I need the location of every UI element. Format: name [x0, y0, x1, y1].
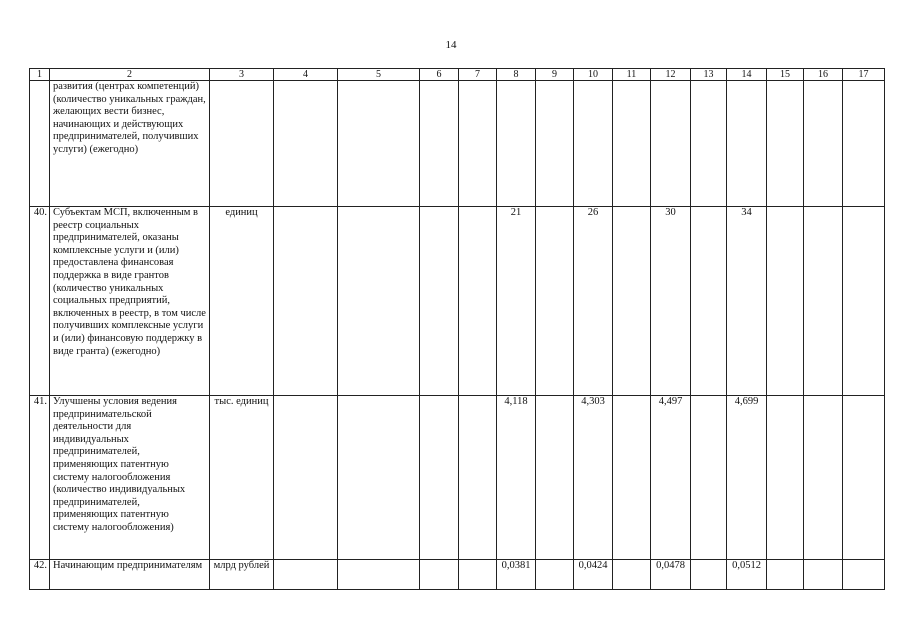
column-header: 1: [30, 69, 50, 81]
column-header: 8: [497, 69, 536, 81]
column-header: 13: [691, 69, 727, 81]
column-header: 10: [574, 69, 613, 81]
table-row: [30, 207, 885, 396]
column-header: 17: [843, 69, 885, 81]
row-unit: млрд рублей: [210, 560, 274, 590]
column-header: 4: [274, 69, 338, 81]
page-number: 14: [445, 39, 457, 51]
table-row: [30, 560, 885, 590]
row-unit: [210, 81, 274, 207]
value-col-10: 0,0424: [574, 560, 613, 590]
row-number: 40.: [30, 207, 50, 396]
value-col-12: [651, 81, 691, 207]
row-description: Субъектам МСП, включенным в реестр социальных предпринимателей, оказаны комплексные услуги и (или) предоставлена финансовая поддержка в виде грантов (количество уникальных социальных предприятий, включенных в реестр, в том числе получивших комплексные услуги и (или) финансовую поддержку в виде гранта) (ежегодно): [50, 207, 210, 396]
column-header: 15: [767, 69, 804, 81]
row-unit: тыс. единиц: [210, 396, 274, 560]
row-number: [30, 81, 50, 207]
value-col-10: 26: [574, 207, 613, 396]
value-col-12: 0,0478: [651, 560, 691, 590]
value-col-14: [727, 81, 767, 207]
value-col-14: 4,699: [727, 396, 767, 560]
value-col-10: 4,303: [574, 396, 613, 560]
value-col-8: 4,118: [497, 396, 536, 560]
row-description: развития (центрах компетенций) (количество уникальных граждан, желающих вести бизнес, начинающих и действующих предпринимателей, получивших услуги) (ежегодно): [50, 81, 210, 207]
row-description: Улучшены условия ведения предпринимательской деятельности для индивидуальных предпринимателей, применяющих патентную систему налогообложения (количество индивидуальных предпринимателей, применяющих патентную систему налогообложения): [50, 396, 210, 560]
value-col-10: [574, 81, 613, 207]
column-header: 14: [727, 69, 767, 81]
table-row: [30, 396, 885, 560]
value-col-8: 0,0381: [497, 560, 536, 590]
row-description: Начинающим предпринимателям: [50, 560, 210, 590]
value-col-14: 34: [727, 207, 767, 396]
value-col-12: 30: [651, 207, 691, 396]
column-header: 7: [459, 69, 497, 81]
column-header: 11: [613, 69, 651, 81]
column-header: 3: [210, 69, 274, 81]
column-header: 5: [338, 69, 420, 81]
indicators-table: [29, 68, 885, 590]
row-number: 42.: [30, 560, 50, 590]
value-col-14: 0,0512: [727, 560, 767, 590]
value-col-8: [497, 81, 536, 207]
table-row: [30, 81, 885, 207]
column-header: 9: [536, 69, 574, 81]
row-number: 41.: [30, 396, 50, 560]
value-col-8: 21: [497, 207, 536, 396]
column-header: 2: [50, 69, 210, 81]
header-row: [30, 69, 885, 81]
column-header: 6: [420, 69, 459, 81]
row-unit: единиц: [210, 207, 274, 396]
column-header: 16: [804, 69, 843, 81]
value-col-12: 4,497: [651, 396, 691, 560]
column-header: 12: [651, 69, 691, 81]
